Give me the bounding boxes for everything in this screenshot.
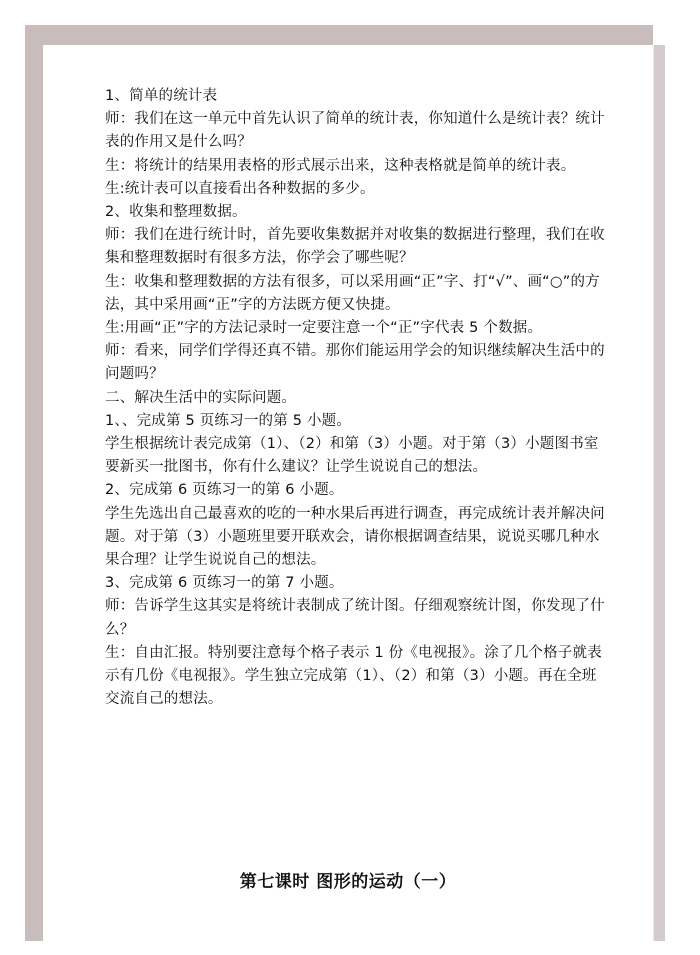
paragraph: 生：收集和整理数据的方法有很多，可以采用画“正”字、打“√”、画“○”的方法，其中采用画“正”字的方法既方便又快捷。 (105, 273, 600, 313)
document-body (105, 85, 605, 711)
document-page (43, 45, 654, 941)
paragraph: 生:统计表可以直接看出各种数据的多少。 (105, 180, 375, 197)
paragraph: 师：告诉学生这其实是将统计表制成了统计图。仔细观察统计图，你发现了什么？ (105, 598, 605, 638)
section-heading: 1、简单的统计表 (105, 88, 218, 104)
section-heading: 2、收集和整理数据。 (105, 204, 247, 221)
paragraph: 师：看来，同学们学得还真不错。那你们能运用学会的知识继续解决生活中的问题吗？ (105, 343, 605, 383)
paragraph: 生：将统计的结果用表格的形式展示出来，这种表格就是简单的统计表。 (105, 157, 576, 174)
paragraph: 生：自由汇报。特别要注意每个格子表示 1 份《电视报》。涂了几个格子就表示有几份《电视报》。学生独立完成第（1）、（2）和第（3）小题。再在全班交流自己的想法。 (105, 644, 602, 708)
section-heading: 二、解决生活中的实际问题。 (105, 389, 297, 406)
paragraph: 生:用画“正”字的方法记录时一定要注意一个“正”字代表 5 个数据。 (105, 320, 543, 337)
lesson-title: 第七课时 图形的运动（一） (239, 872, 457, 892)
paragraph: 学生根据统计表完成第（1）、（2）和第（3）小题。对于第（3）小题图书室要新买一批图书，你有什么建议？让学生说说自己的想法。 (105, 436, 599, 476)
paragraph: 师：我们在这一单元中首先认识了简单的统计表，你知道什么是统计表？统计表的作用又是什么吗？ (105, 111, 605, 151)
paragraph: 师：我们在进行统计时，首先要收集数据并对收集的数据进行整理，我们在收集和整理数据时有很多方法，你学会了哪些呢？ (105, 227, 605, 267)
page-shadow-edge (653, 45, 665, 941)
section-heading: 2、完成第 6 页练习一的第 6 小题。 (105, 482, 344, 499)
section-heading: 3、完成第 6 页练习一的第 7 小题。 (105, 575, 344, 592)
paragraph: 学生先选出自己最喜欢的吃的一种水果后再进行调查，再完成统计表并解决问题。对于第（3）小题班里要开联欢会，请你根据调查结果，说说买哪几种水果合理？让学生说说自己的想法。 (105, 505, 605, 569)
section-heading: 1、、完成第 5 页练习一的第 5 小题。 (105, 412, 352, 429)
